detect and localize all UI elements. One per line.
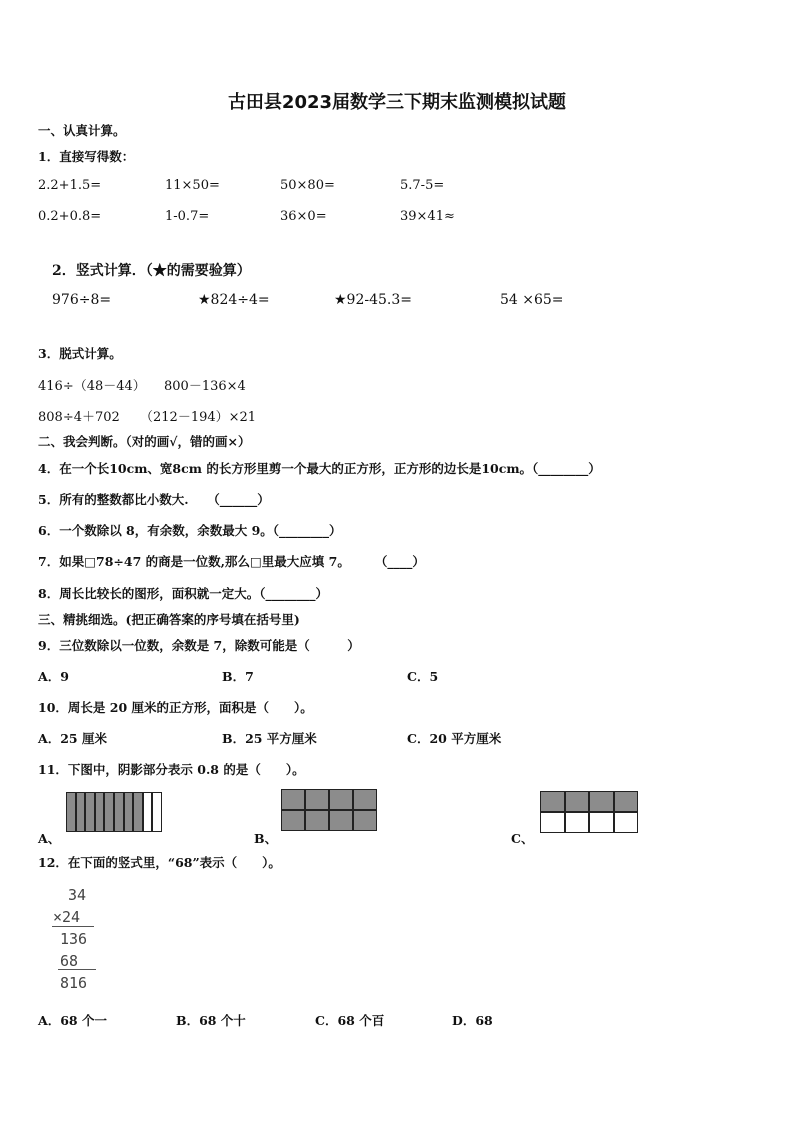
shaded-cell — [353, 810, 377, 831]
q2-item: ★824÷4= — [198, 292, 270, 308]
vertical-line-2: ×24 — [53, 908, 81, 926]
shaded-cell — [85, 792, 95, 832]
shaded-cell — [95, 792, 105, 832]
q1-item: 50×80= — [280, 178, 335, 193]
q3-item: 416÷（48－44） — [38, 379, 146, 394]
q2-item: 54 ×65= — [500, 292, 564, 308]
shaded-cell — [281, 810, 305, 831]
q2-item: ★92-45.3= — [334, 292, 412, 308]
shaded-cell — [66, 792, 76, 832]
q1-item: 2.2+1.5= — [38, 178, 102, 193]
shaded-cell — [329, 789, 353, 810]
page-title: 古田县2023届数学三下期末监测模拟试题 — [227, 92, 567, 113]
blank-cell — [614, 812, 639, 833]
q3-item: （212－194）×21 — [140, 410, 257, 425]
q6-text: 6．一个数除以 8，有余数，余数最大 9。（________） — [38, 523, 342, 538]
q2-label: 2．竖式计算．（★的需要验算） — [52, 263, 251, 279]
q12-option-a: A．68 个一 — [38, 1013, 107, 1028]
q8-text: 8．周长比较长的图形，面积就一定大。（________） — [38, 586, 328, 601]
q10-option-a: A．25 厘米 — [38, 731, 107, 746]
q1-item: 11×50= — [165, 178, 220, 193]
vertical-rule — [58, 969, 96, 970]
shaded-cell — [104, 792, 114, 832]
shaded-cell — [114, 792, 124, 832]
q3-item: 800－136×4 — [164, 379, 246, 394]
q1-item: 0.2+0.8= — [38, 209, 102, 224]
shaded-cell — [305, 810, 329, 831]
q12-option-c: C．68 个百 — [315, 1013, 385, 1028]
q11-stem: 11．下图中，阴影部分表示 0.8 的是（ ）。 — [38, 762, 305, 777]
shaded-cell — [305, 789, 329, 810]
q3-label: 3．脱式计算。 — [38, 346, 122, 361]
q3-item: 808÷4＋702 — [38, 410, 120, 425]
q9-option-c: C．5 — [407, 669, 439, 684]
vertical-rule — [52, 926, 94, 927]
section-1-heading: 一、认真计算。 — [38, 123, 126, 138]
q9-option-a: A．9 — [38, 669, 69, 684]
q11-figure-b — [281, 789, 377, 831]
q11-figure-a — [66, 792, 162, 832]
q10-option-c: C．20 平方厘米 — [407, 731, 502, 746]
shaded-cell — [329, 810, 353, 831]
q12-option-d: D．68 — [452, 1013, 493, 1028]
q1-item: 1-0.7= — [165, 209, 210, 224]
q4-text: 4．在一个长10cm、宽8cm 的长方形里剪一个最大的正方形，正方形的边长是10cm。（________） — [38, 461, 601, 476]
q10-option-b: B．25 平方厘米 — [222, 731, 317, 746]
vertical-line-4: 68 — [60, 952, 79, 970]
q1-item: 39×41≈ — [400, 209, 455, 224]
blank-cell — [589, 812, 614, 833]
shaded-cell — [614, 791, 639, 812]
blank-cell — [152, 792, 162, 832]
shaded-cell — [540, 791, 565, 812]
q9-option-b: B．7 — [222, 669, 254, 684]
shaded-cell — [133, 792, 143, 832]
shaded-cell — [353, 789, 377, 810]
shaded-cell — [76, 792, 86, 832]
q10-stem: 10．周长是 20 厘米的正方形，面积是（ ）。 — [38, 700, 313, 715]
shaded-cell — [565, 791, 590, 812]
vertical-line-5: 816 — [60, 974, 88, 992]
q12-stem: 12．在下面的竖式里，“68”表示（ ）。 — [38, 855, 281, 870]
q1-label: 1．直接写得数： — [38, 149, 135, 164]
q1-item: 5.7-5= — [400, 178, 445, 193]
shaded-cell — [281, 789, 305, 810]
section-2-heading: 二、我会判断。（对的画√，错的画×） — [38, 434, 251, 449]
vertical-line-1: 34 — [68, 886, 87, 904]
vertical-line-3: 136 — [60, 930, 88, 948]
shaded-cell — [124, 792, 134, 832]
q11-option-c-label: C、 — [511, 831, 534, 846]
section-3-heading: 三、精挑细选。(把正确答案的序号填在括号里) — [38, 612, 300, 627]
q12-option-b: B．68 个十 — [176, 1013, 246, 1028]
blank-cell — [540, 812, 565, 833]
blank-cell — [143, 792, 153, 832]
q9-stem: 9．三位数除以一位数，余数是 7，除数可能是（ ） — [38, 638, 360, 653]
shaded-cell — [589, 791, 614, 812]
q5-text: 5．所有的整数都比小数大. （______） — [38, 492, 270, 507]
q11-figure-c — [540, 791, 638, 833]
q2-item: 976÷8= — [52, 292, 112, 308]
q1-item: 36×0= — [280, 209, 327, 224]
blank-cell — [565, 812, 590, 833]
q11-option-b-label: B、 — [254, 831, 278, 846]
q7-text: 7．如果□78÷47 的商是一位数,那么□里最大应填 7。 （____） — [38, 554, 425, 569]
q11-option-a-label: A、 — [38, 831, 61, 846]
